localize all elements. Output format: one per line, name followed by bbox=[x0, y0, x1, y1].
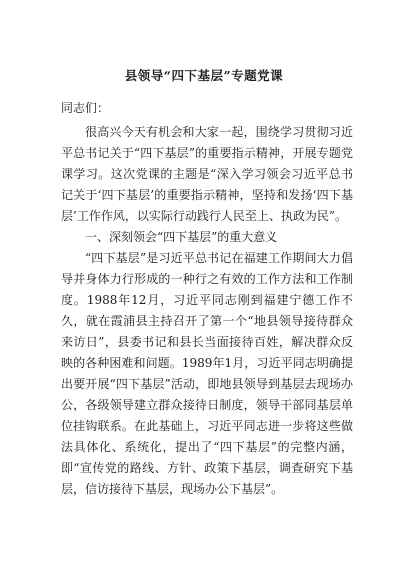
paragraph-history: “四下基层”是习近平总书记在福建工作期间大力倡导并身体力行形成的一种行之有效的工作方法和工作制度。1988年12月，习近平同志刚到福建宁德工作不久，就在霞浦县主持召开了第一个“地县领导接待群众来访日”，县委书记和县长当面接待百姓，解决群众反映的各种困难和问题。1989年1月，习近平同志明确提出要开展“四下基层”活动，即地县领导到基层去现场办公，各级领导建立群众接待日制度，领导干部同基层单位挂钩联系。在此基础上，习近平同志进一步将这些做法具体化、系统化，提出了“四下基层”的完整内涵，即“宣传党的路线、方针、政策下基层，调查研究下基层，信访接待下基层，现场办公下基层”。 bbox=[61, 251, 353, 496]
document-title: 县领导“四下基层”专题党课 bbox=[124, 68, 284, 83]
paragraph-intro: 很高兴今天有机会和大家一起，围绕学习贯彻习近平总书记关于“四下基层”的重要指示精神，开展专题党课学习。这次党课的主题是“深入学习领会习近平总书记关于‘四下基层’的重要指示精神，坚持和发扬‘四下基层’工作作风，以实际行动践行人民至上、执政为民”。 bbox=[61, 125, 353, 223]
section-heading: 一、深刻领会“四下基层”的重大意义 bbox=[85, 230, 278, 244]
salutation: 同志们： bbox=[61, 101, 110, 115]
document-body bbox=[61, 98, 353, 500]
